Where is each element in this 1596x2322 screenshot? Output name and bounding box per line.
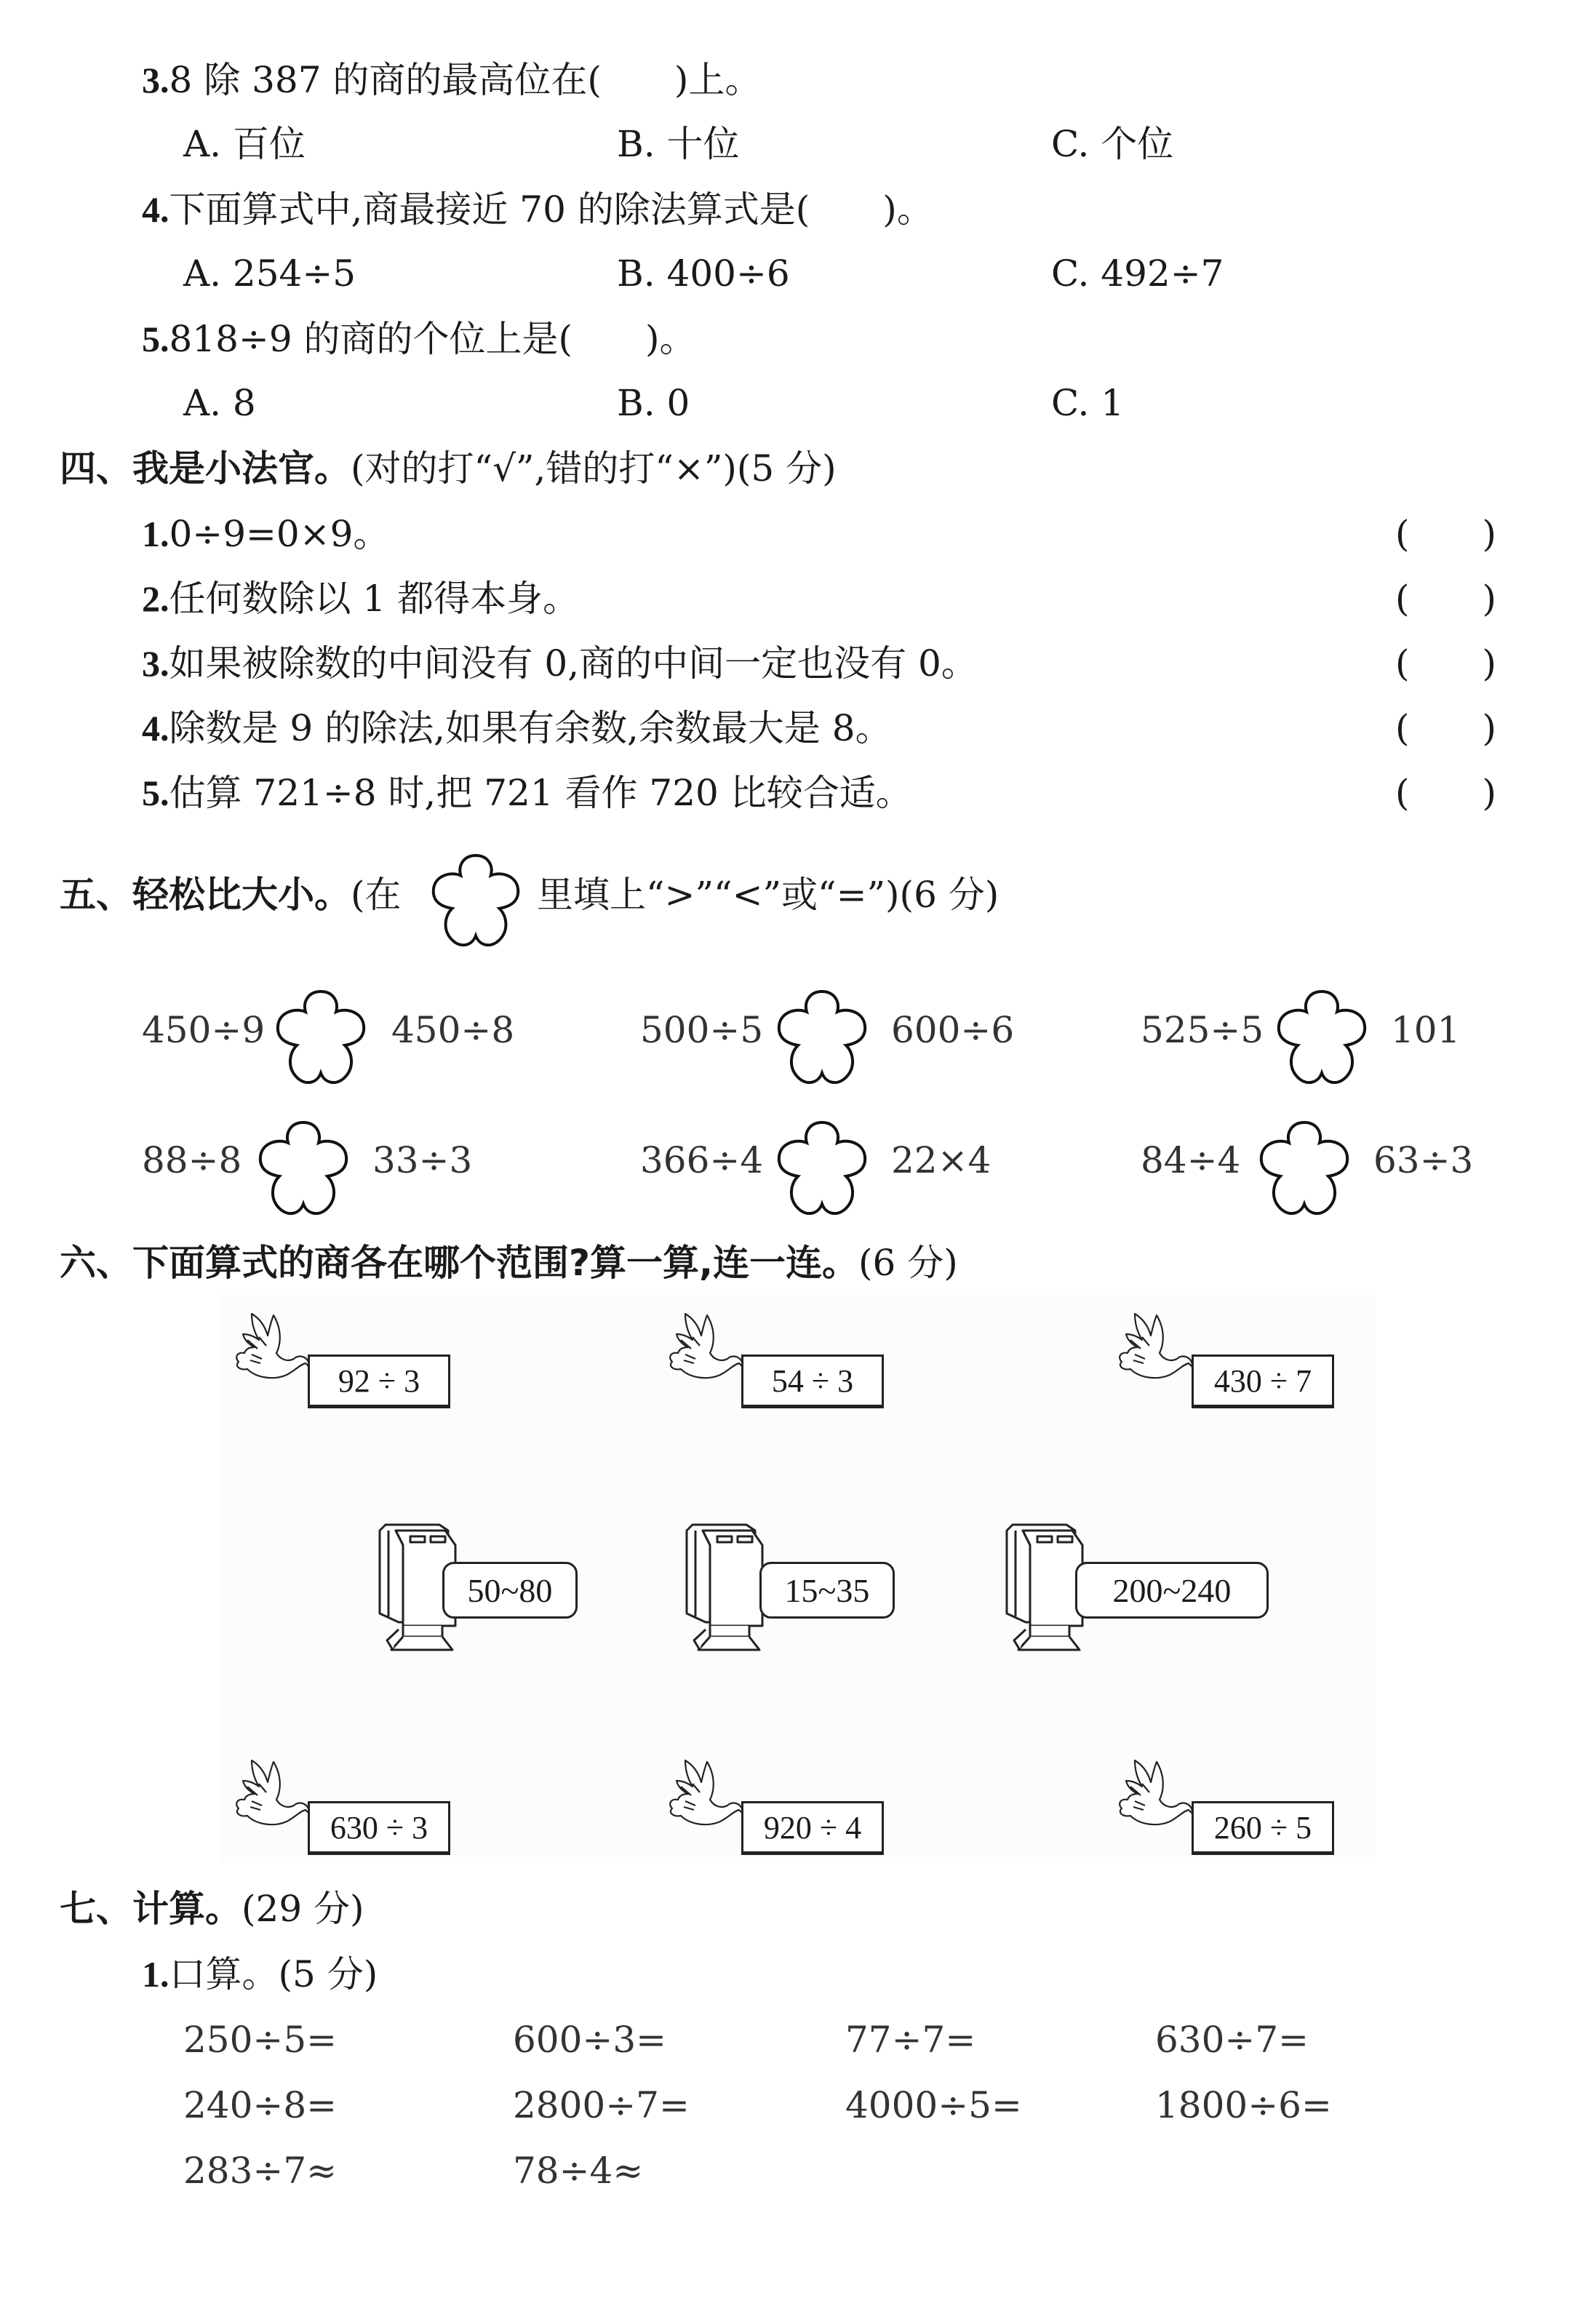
expression-card[interactable]: 430 ÷ 7 [1192, 1354, 1334, 1408]
expression-card[interactable]: 54 ÷ 3 [741, 1354, 884, 1408]
expression-card[interactable]: 260 ÷ 5 [1192, 1801, 1334, 1855]
item-text: 除数是 9 的除法,如果有余数,余数最大是 8。 [169, 707, 892, 749]
flower-blank[interactable] [775, 1117, 869, 1220]
question-3 [142, 58, 761, 102]
section-4-heading [60, 447, 837, 490]
flower-blank[interactable] [1274, 986, 1369, 1089]
compare-left: 500÷5 [640, 1009, 764, 1051]
question-number: 4. [142, 189, 169, 230]
item-number: 4. [142, 708, 169, 749]
calc-item: 600÷3= [513, 2019, 667, 2061]
section-note: (6 分) [858, 1242, 958, 1284]
answer-blank[interactable]: ( ) [1395, 642, 1497, 685]
calc-item: 250÷5= [183, 2019, 338, 2061]
bird-icon [663, 1308, 751, 1388]
option-a[interactable]: A. 254÷5 [183, 252, 356, 295]
section-note: (29 分) [242, 1888, 364, 1930]
section-note-before: (在 [351, 874, 402, 916]
answer-blank[interactable]: ( ) [1395, 513, 1497, 555]
section-note: (对的打“√”,错的打“×”)(5 分) [351, 447, 837, 490]
question-text: 下面算式中,商最接近 70 的除法算式是( )。 [169, 188, 933, 231]
calc-item: 240÷8= [183, 2084, 338, 2126]
calc-item: 1800÷6= [1155, 2084, 1332, 2126]
compare-right: 33÷3 [372, 1139, 473, 1181]
item-number: 2. [142, 578, 169, 619]
range-card[interactable]: 200~240 [1075, 1562, 1269, 1619]
compare-right: 63÷3 [1373, 1139, 1474, 1181]
compare-left: 450÷9 [142, 1009, 266, 1051]
section-title: 七、计算。 [60, 1888, 242, 1930]
range-card[interactable]: 15~35 [759, 1562, 895, 1619]
judge-item-5 [142, 771, 912, 815]
bird-icon [1113, 1308, 1200, 1388]
subsection-mental-math [142, 1952, 378, 1996]
compare-left: 84÷4 [1141, 1139, 1241, 1181]
compare-right: 101 [1391, 1009, 1461, 1051]
option-c[interactable]: C. 个位 [1051, 123, 1174, 165]
expression-card[interactable]: 92 ÷ 3 [308, 1354, 450, 1408]
sub-title: 口算。 [169, 1953, 279, 1995]
question-number: 3. [142, 60, 169, 100]
item-number: 5. [142, 773, 169, 813]
compare-left: 525÷5 [1141, 1009, 1264, 1051]
calc-item: 78÷4≈ [513, 2150, 644, 2192]
expression-card[interactable]: 630 ÷ 3 [308, 1801, 450, 1855]
question-text: 818÷9 的商的个位上是( )。 [169, 318, 696, 360]
flower-blank[interactable] [1257, 1117, 1352, 1220]
answer-blank[interactable]: ( ) [1395, 772, 1497, 814]
calc-item: 77÷7= [845, 2019, 976, 2061]
item-number: 3. [142, 643, 169, 684]
sub-note: (5 分) [278, 1953, 378, 1995]
question-text: 8 除 387 的商的最高位在( )上。 [169, 59, 762, 101]
compare-right: 22×4 [891, 1139, 991, 1181]
judge-item-1 [142, 512, 389, 556]
option-c[interactable]: C. 1 [1051, 382, 1125, 424]
option-a[interactable]: A. 8 [183, 382, 256, 424]
section-title: 五、轻松比大小。 [60, 874, 351, 916]
calc-item: 630÷7= [1155, 2019, 1309, 2061]
option-b[interactable]: B. 400÷6 [617, 252, 790, 295]
question-5 [142, 317, 696, 361]
answer-blank[interactable]: ( ) [1395, 578, 1497, 620]
section-title: 四、我是小法官。 [60, 447, 351, 490]
question-4 [142, 188, 933, 231]
sub-number: 1. [142, 1954, 169, 1995]
calc-item: 4000÷5= [845, 2084, 1022, 2126]
option-a[interactable]: A. 百位 [183, 123, 306, 165]
calc-item: 2800÷7= [513, 2084, 690, 2126]
compare-right: 600÷6 [891, 1009, 1015, 1051]
item-text: 如果被除数的中间没有 0,商的中间一定也没有 0。 [169, 642, 978, 685]
judge-item-4 [142, 706, 892, 750]
section-title: 六、下面算式的商各在哪个范围?算一算,连一连。 [60, 1242, 858, 1284]
section-note-after: 里填上“>”“<”或“=”)(6 分) [537, 874, 1000, 916]
option-c[interactable]: C. 492÷7 [1051, 252, 1224, 295]
flower-blank[interactable] [274, 986, 368, 1089]
compare-left: 366÷4 [640, 1139, 764, 1181]
compare-left: 88÷8 [142, 1139, 242, 1181]
section-7-heading [60, 1887, 364, 1931]
bird-icon [230, 1755, 317, 1835]
calc-item: 283÷7≈ [183, 2150, 338, 2192]
flower-icon [429, 850, 522, 951]
bird-icon [1113, 1755, 1200, 1835]
flower-blank[interactable] [256, 1117, 351, 1220]
judge-item-3 [142, 642, 978, 685]
bird-icon [230, 1308, 317, 1388]
option-b[interactable]: B. 0 [617, 382, 690, 424]
bird-icon [663, 1755, 751, 1835]
answer-blank[interactable]: ( ) [1395, 707, 1497, 749]
section-6-heading [60, 1241, 958, 1285]
judge-item-2 [142, 577, 579, 621]
question-number: 5. [142, 319, 169, 359]
computer-icon [677, 1520, 771, 1651]
flower-blank[interactable] [775, 986, 869, 1089]
item-text: 0÷9=0×9。 [169, 513, 390, 555]
expression-card[interactable]: 920 ÷ 4 [741, 1801, 884, 1855]
range-card[interactable]: 50~80 [442, 1562, 578, 1619]
item-number: 1. [142, 514, 169, 554]
section-5-heading [60, 873, 402, 917]
item-text: 估算 721÷8 时,把 721 看作 720 比较合适。 [169, 772, 912, 814]
compare-right: 450÷8 [391, 1009, 515, 1051]
item-text: 任何数除以 1 都得本身。 [169, 578, 580, 620]
option-b[interactable]: B. 十位 [617, 123, 740, 165]
